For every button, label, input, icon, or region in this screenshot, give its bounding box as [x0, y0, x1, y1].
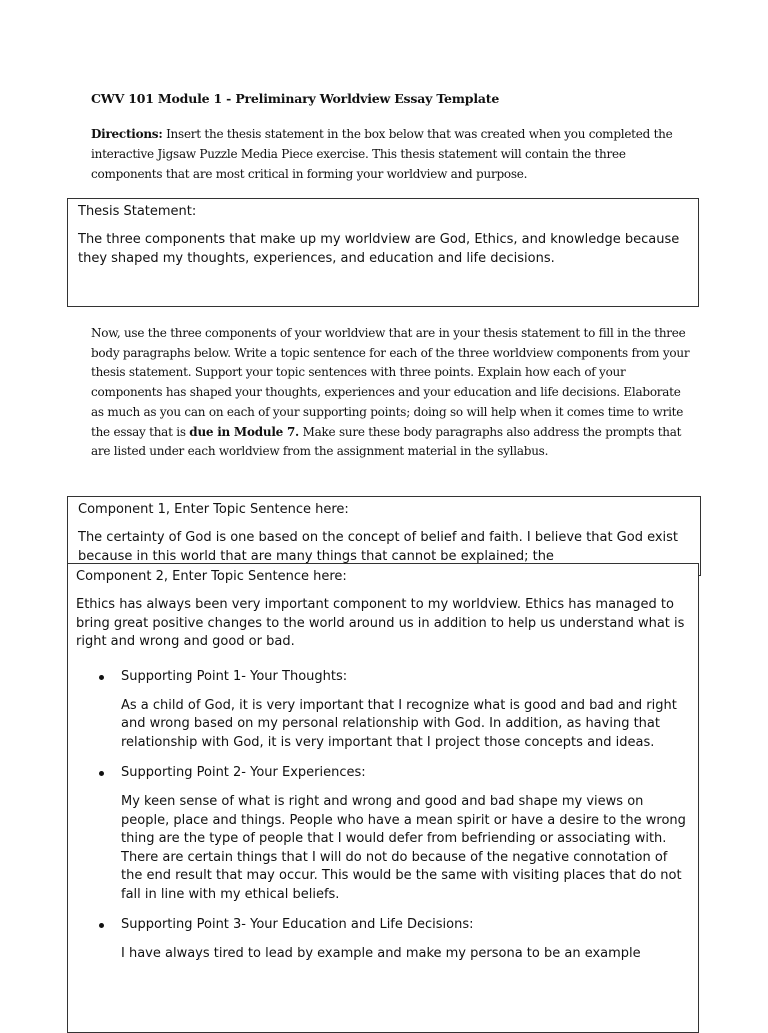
supporting-point-label: Supporting Point 1- Your Thoughts:	[121, 668, 348, 684]
component-2-box[interactable]	[67, 563, 699, 1033]
component-1-label: Component 1, Enter Topic Sentence here:	[78, 502, 349, 517]
thesis-statement-box[interactable]	[67, 198, 699, 307]
bullet-icon	[99, 675, 104, 680]
instructions-text-start: Now, use the three components of your worldview that are in your thesis statement to fill in the three body paragraphs below. Write a topic sentence for each of the three worldview components from your thesis statement. Support your topic sentences with three points. Explain how each of your components has shaped your thoughts, experiences and your education and life decisions. Elaborate as much as you can on each of your supporting points; doing so will help when it comes time to write the essay that is	[91, 326, 690, 439]
thesis-label: Thesis Statement:	[78, 204, 197, 219]
supporting-point-text: My keen sense of what is right and wrong and good and bad shape my views on people, place and things. People who have a mean spirit or have a desire to the wrong thing are the type of people that I would defer from befriending or associating with. There are certain things that I will do not do because of the negative connotation of the end result that may occur. This would be the same with visiting places that do not fall in line with my ethical beliefs.	[121, 794, 686, 902]
component-2-text: Ethics has always been very important component to my worldview. Ethics has managed to bring great positive changes to the world around us in addition to help us understand what is right and wrong and good or bad.	[76, 597, 685, 649]
directions-text: Insert the thesis statement in the box below that was created when you completed the interactive Jigsaw Puzzle Media Piece exercise. This thesis statement will contain the three components that are most critical in forming your worldview and purpose.	[91, 127, 673, 181]
supporting-point-1	[76, 668, 690, 753]
supporting-point-text: I have always tired to lead by example and make my persona to be an example	[121, 946, 641, 961]
bullet-icon	[99, 923, 104, 928]
document-title: CWV 101 Module 1 - Preliminary Worldview Essay Template	[91, 91, 500, 106]
instructions-text-end: Make sure these body paragraphs also address the prompts that are listed under each worldview from the assignment material in the syllabus.	[91, 424, 682, 459]
supporting-points-list	[76, 668, 690, 964]
thesis-text: The three components that make up my worldview are God, Ethics, and knowledge because they shaped my thoughts, experiences, and education and life decisions.	[78, 232, 680, 266]
component-1-text: The certainty of God is one based on the concept of belief and faith. I believe that God exist because in this world that are many things that cannot be explained; the	[78, 530, 679, 564]
supporting-point-label: Supporting Point 2- Your Experiences:	[121, 765, 366, 780]
bullet-icon	[99, 771, 104, 776]
supporting-point-2	[76, 764, 690, 904]
supporting-point-3	[76, 916, 690, 964]
instructions-paragraph	[91, 324, 691, 462]
directions-label: Directions:	[91, 127, 163, 141]
supporting-point-text: As a child of God, it is very important that I recognize what is good and bad and right and wrong based on my personal relationship with God. In addition, as having that relationship with God, it is very important that I project those concepts and ideas.	[121, 697, 677, 750]
component-2-label: Component 2, Enter Topic Sentence here:	[76, 569, 347, 584]
supporting-point-label: Supporting Point 3- Your Education and Life Decisions:	[121, 917, 474, 932]
directions-paragraph	[91, 124, 691, 184]
instructions-due-module: due in Module 7.	[189, 424, 299, 439]
